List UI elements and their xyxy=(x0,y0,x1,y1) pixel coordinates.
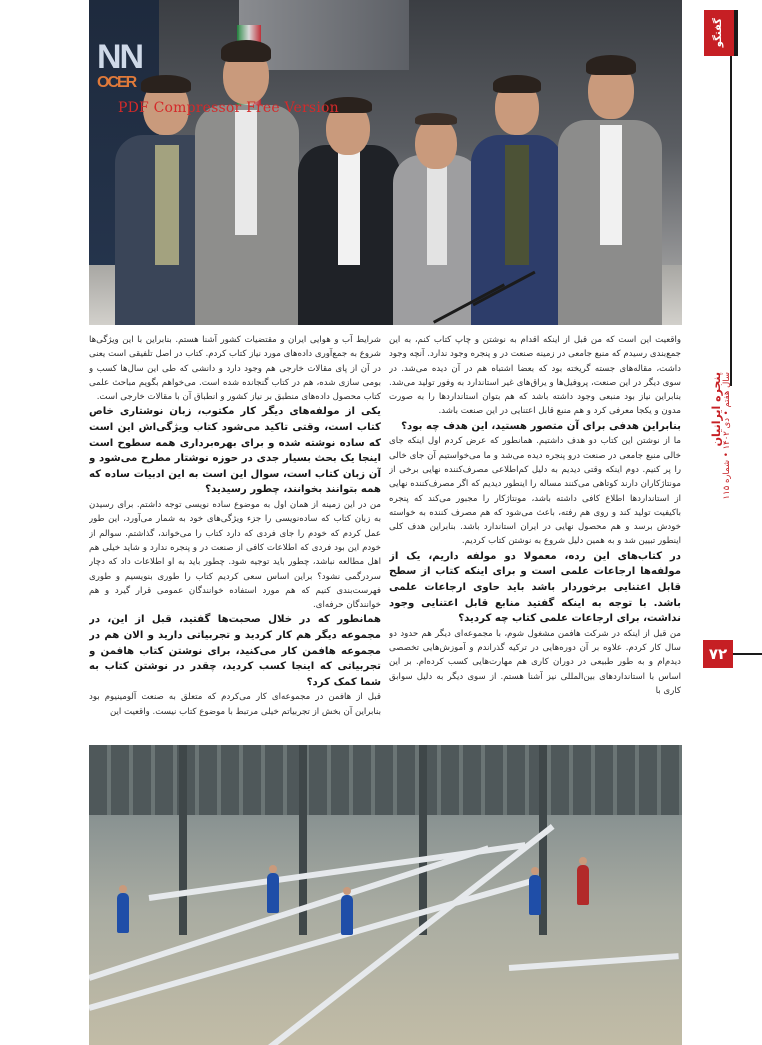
section-tab xyxy=(704,10,734,56)
issue-details: سال هفتم • دی ۱۴۰۲ • شماره ۱۱۵ xyxy=(722,372,732,500)
worker xyxy=(529,875,541,915)
question: یکی از مولفه‌های دیگر کار مکتوب، زبان نوشتاری خاص کتاب است، وقتی تاکید می‌شود کتاب ویژگی‌اش این است که ساده نوشته شده و برای بهره‌برداری همه سطوح است اینجا یک بحث بسیار جدی در حوزه نوشتار مطرح می‌شود و آن زبان کتاب است، سوال این است به این ادبیات ساده که همه بتوانند بخوانند، چطور رسیدید؟ xyxy=(89,406,381,496)
column-beam xyxy=(419,745,427,935)
factory-photo xyxy=(89,745,682,1045)
factory-roof xyxy=(89,745,682,815)
article-column-right xyxy=(389,333,681,738)
issue-info xyxy=(706,372,734,642)
person-6 xyxy=(554,55,666,325)
paragraph: شرایط آب و هوایی ایران و مقتضیات کشور آشنا هستم. بنابراین با این ویژگی‌ها شروع به جمع‌آوری داده‌های مورد نیاز کتاب کردم. کتاب در اصل تلفیقی است یعنی در آن از پای مقالات خارجی هم وجود دارد و دانشی که طی این سال‌ها کسب و بومی سازی شده، هم در کتاب گنجانده شده است. می‌خواهم بگویم مباحث علمی کتاب محصول داده‌های منطبق بر نیاز کشور و انطباق آن با مقالات خارجی است. xyxy=(89,335,381,403)
worker xyxy=(267,873,279,913)
paragraph: واقعیت این است که من قبل از اینکه اقدام به نوشتن و چاپ کتاب کنم، به این جمع‌بندی رسیدم که منبع جامعی در زمینه صنعت در و پنجره وجود ندارد. آنچه وجود داشت، مقاله‌های جسته گریخته بود که بعضا اشتباه هم در آن دیده می‌شد. در سوی دیگر در این صنعت، پروفیل‌ها و یراق‌های غیر استاندارد به وفور تولید می‌شد. بنابراین نیاز بود منبعی وجود داشته باشد که هم بتوان استانداردها را به صورت مدون و یکجا معرفی کرد و هم منبع قابل اعتنایی در این صنعت باشد. xyxy=(389,335,681,417)
magazine-name: پنجره ایرانیان xyxy=(710,372,723,447)
watermark: PDF Compressor Free Version xyxy=(118,100,339,116)
column-beam xyxy=(179,745,187,935)
side-rule xyxy=(730,56,732,386)
person-3 xyxy=(294,97,404,325)
section-label: گفتگو xyxy=(713,18,724,48)
paragraph: من در این زمینه از همان اول به موضوع ساده نویسی توجه داشتم. برای رسیدن به زبان کتاب که ساده‌نویسی را جزء ویژگی‌های خود به شمار می‌آورد، این طور عمل کردم که خودم را جای فردی که دارد کتاب را می‌خواند، گذاشتم. سوالم از خودم این بود فردی که اطلاعات کافی از صنعت در و پنجره ندارد و شاید خیلی هم اهل مطالعه نباشد، چطور باید توجیه شود. چطور باید به او اطلاعات داد که دچار سردرگمی نشود؟ براین اساس سعی کردیم کتاب را طوری بنویسیم و طوری فهرست‌بندی کنیم که هم مورد استفاده خوانندگان عمومی قرار گیرد و هم خوانندگان حرفه‌ای. xyxy=(89,500,381,611)
worker xyxy=(341,895,353,935)
person-5 xyxy=(467,75,567,325)
worker xyxy=(117,893,129,933)
question: بنابراین هدفی برای آن متصور هستید، این هدف چه بود؟ xyxy=(401,420,681,432)
person-2 xyxy=(189,40,304,325)
profile-line xyxy=(509,953,679,971)
paragraph: قبل از هافمن در مجموعه‌ای کار می‌کردم که متعلق به صنعت آلومینیوم بود بنابراین آن بخش از تجربیاتم خیلی مرتبط با موضوع کتاب نیست. واقعیت این xyxy=(89,692,381,717)
backdrop-subletters: OCER xyxy=(97,74,136,91)
question: در کتاب‌های این رده، معمولا دو مولفه داریم، یک از مولفه‌ها ارجاعات علمی است و برای اینکه کتاب از سطح قابل اعتنایی برخوردار باشد باید حاوی ارجاعات علمی باشد. با توجه به اینکه گفتید منابع قابل اعتنایی وجود نداشت، برای ارجاعات علمی کتاب چه کردید؟ xyxy=(389,550,681,625)
worker xyxy=(577,865,589,905)
backdrop-letters: NN xyxy=(97,38,143,76)
page-number: ۷۲ xyxy=(703,640,733,668)
paragraph: من قبل از اینکه در شرکت هافمن مشغول شوم، با مجموعه‌ای دیگر هم حدود دو سال کار کردم. علاوه بر آن دوره‌هایی در ترکیه گذراندم و آموزش‌هایی تخصصی دیدم‌ام و به طور طبیعی در دوران کاری هم مهارت‌هایی کسب کرده‌ام. بر این اساس با استانداردهای بین‌المللی نیز آشنا هستم. از سوی دیگر به دلیل سوابق کاری با xyxy=(389,628,681,696)
article-column-left xyxy=(89,333,381,738)
paragraph: ما از نوشتن این کتاب دو هدف داشتیم. همانطور که عرض کردم اول اینکه جای خالی منبع جامعی در صنعت درو پنجره دیده می‌شد و ما می‌خواستیم آن جای خالی را پر کنیم. دوم اینکه وقتی دیدیم به دلیل کم‌اطلاعی مصرف‌کننده نهایی برخی از مونتاژکاران دارند کوتاهی می‌کنند مساله را اینطور دیدیم که اگر مصرف‌کننده نهایی از استانداردها اطلاع کافی داشته باشد، مونتاژکار را مجبور می‌کند که پنجره باکیفیت تولید کند و روی هم رفته، باعث می‌شود که هم مصرف کننده به خواسته خودش برسد و هم محصول نهایی در ایران استاندارد باشد. بنابراین هدف کلی اینطور تبیین شد و به همین دلیل شروع به نوشتن کتاب کردیم. xyxy=(389,436,681,547)
question: همانطور که در خلال صحبت‌ها گفتید، قبل از این، در مجموعه دیگر هم کار کردید و تجربیاتی دارید و الان هم در مجموعه هافمن کار می‌کنید، برای نوشتن کتاب هافمن و تجربیاتی که اینجا کسب کردید، چقدر در نوشتن کتاب به شما کمک کرد؟ xyxy=(89,614,381,688)
page-number-rule xyxy=(733,653,762,655)
group-photo xyxy=(89,0,682,325)
